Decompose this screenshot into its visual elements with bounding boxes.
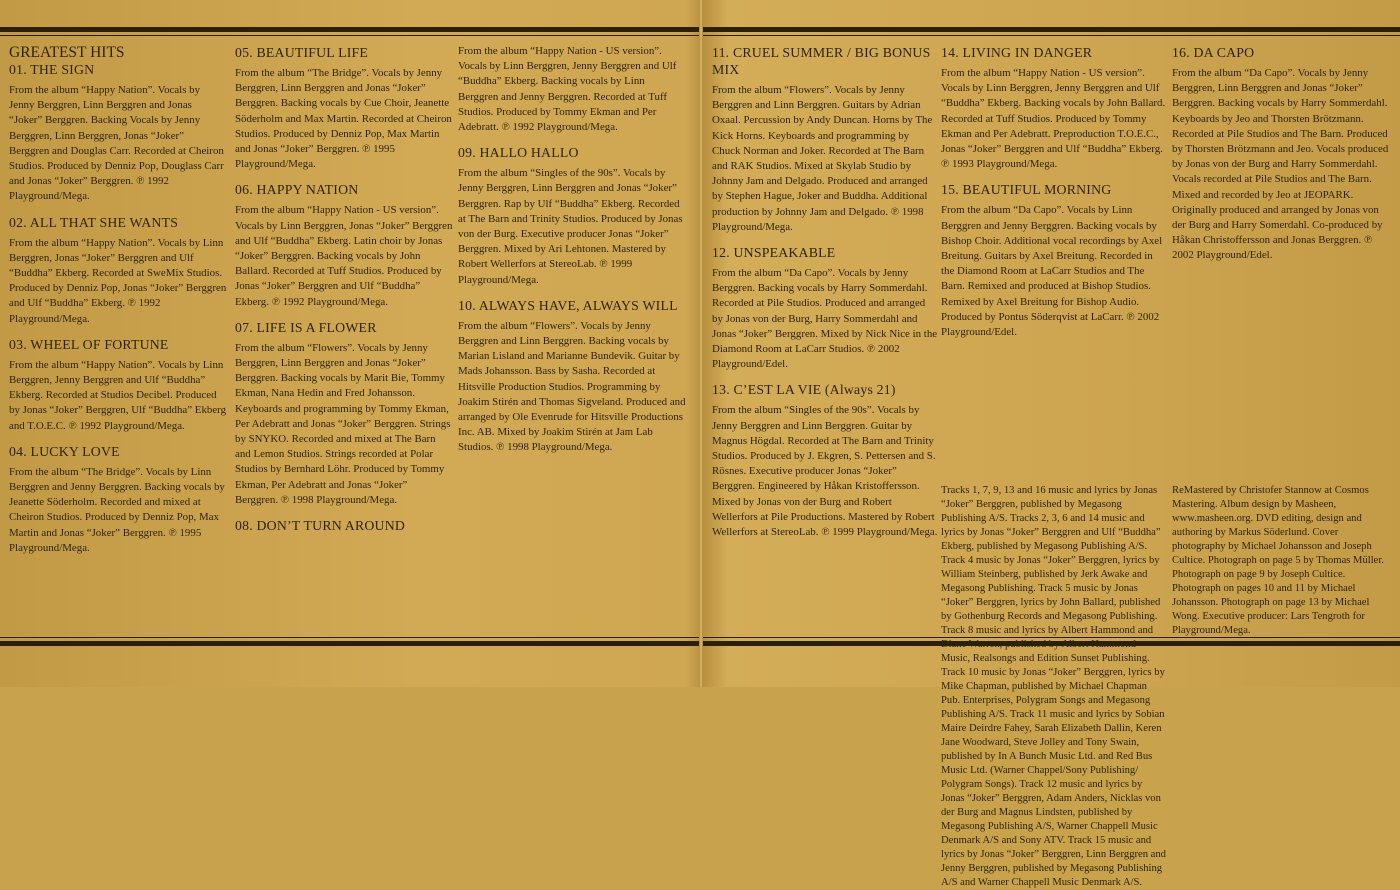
track-title: 01. THE SIGN xyxy=(9,62,95,77)
track-title: 05. BEAUTIFUL LIFE xyxy=(235,45,368,60)
track-11 xyxy=(712,44,938,235)
track-08-heading xyxy=(235,517,453,534)
track-credits: From the album “Flowers”. Vocals by Jenny Berggren and Linn Berggren. Backing vocals by Marian Lisland and Marianne Bundevik. Guitar by Mads Johansson. Bass by Sasha. Recorded at Hitsville Production Studios. Programming by Joakim Stirén and Thomas Sigveland. Produced and arranged by Ole Evenrude for Hitsville Productions Inc. AB. Mixed by Joakim Stirén at Jam Lab Studios. ℗ 1998 Playground/Mega. xyxy=(458,319,686,454)
credits-text: ReMastered by Christofer Stannow at Cosmos Mastering. Album design by Masheen, www.masheen.org. DVD editing, design and authoring by Markus Söderlund. Cover photography by Michael Johansson and Joseph Cultice. Photograph on page 5 by Thomas Müller. Photograph on page 9 by Joseph Cultice. Photograph on pages 10 and 11 by Michael Johansson. Photograph on page 13 by Michael Wong. Executive producer: Lars Tengroth for Playground/Mega. xyxy=(1172,485,1384,636)
publishing-text: Tracks 1, 7, 9, 13 and 16 music and lyrics by Jonas “Joker” Berggren, published by Megasong Publishing A/S. Tracks 2, 3, 6 and 14 music and lyrics by Jonas “Joker” Berggren and Ulf “Buddha” Ekberg, published by Megasong Publishing A/S. Track 4 music by Jonas “Joker” Berggren, lyrics by William Steinberg, published by Jerk Awake and Megasong Publishing. Track 5 music by Jonas “Joker” Berggren, lyrics by John Ballard, published by Gothenburg Records and Megasong Publishing. Track 8 music and lyrics by Albert Hammond and Diane Warren, published by Albert Hammond Music, Realsongs and Edition Sunset Publishing. Track 10 music by Jonas “Joker” Berggren, lyrics by Mike Chapman, published by Michael Chapman Pub. Enterprises, Polygram Songs and Megasong Publishing A/S. Track 11 music and lyrics by Sobian Maire Deirdre Fahey, Sarah Elizabeth Dallin, Keren Jane Woodward, Steve Jolley and Tony Swain, published by In A Bunch Music Ltd. and Red Bus Music Ltd. (Warner Chappel/Sony Publishing/ Polygram Songs). Track 12 music and lyrics by Jonas “Joker” Berggren, Adam Anders, Nicklas von der Burg and Magnus Lindsten, published by Megasong Publishing A/S, Warner Chappell Music Denmark A/S and Sony ATV. Track 15 music and lyrics by Jonas “Joker” Berggren, Linn Berggren and Jenny Berggren, published by Megasong Publishing A/S and Warner Chappell Music Denmark A/S. xyxy=(941,485,1166,888)
track-credits: From the album “Singles of the 90s”. Vocals by Jenny Berggren, Linn Berggren and Jonas “Joker” Berggren. Rap by Ulf “Buddha” Ekberg. Recorded at The Barn and Trinity Studios. Produced by Jonas von der Burg. Executive producer Jonas “Joker” Berggren. Mixed by Ari Lehtonen. Mastered by Robert Wellerfors at StereoLab. ℗ 1999 Playground/Mega. xyxy=(458,167,683,286)
track-credits: From the album “The Bridge”. Vocals by Linn Berggren and Jenny Berggren. Backing vocals by Jeanette Söderholm. Recorded and mixed at Cheiron Studios. Produced by Denniz Pop, Max Martin and Jonas “Joker” Berggren. ℗ 1995 Playground/Mega. xyxy=(9,465,225,554)
track-credits: From the album “Happy Nation”. Vocals by Jenny Berggren, Linn Berggren and Jonas “Joker” Berggren. Backing Vocals by Jenny Berggren, Linn Berggren, Jonas “Joker” Berggren and Douglas Carr. Recorded at Cheiron Studios. Produced by Denniz Pop, Douglass Carr and Jonas “Joker” Berggren. ℗ 1992 Playground/Mega. xyxy=(9,84,224,203)
track-title: 13. C’EST LA VIE (Always 21) xyxy=(712,382,896,398)
track-01 xyxy=(9,61,227,205)
column-4 xyxy=(712,44,938,549)
track-title: 15. BEAUTIFUL MORNING xyxy=(941,182,1112,198)
column-1 xyxy=(9,44,227,565)
track-title: 02. ALL THAT SHE WANTS xyxy=(9,214,179,230)
track-05 xyxy=(235,44,453,172)
track-credits: From the album “Happy Nation - US version”. Vocals by Linn Berggren, Jenny Berggren and Ulf “Buddha” Ekberg. Backing vocals by Linn Berggren and Jenny Berggren. Recorded at Tuff Studios. Produced by Tommy Ekman and Per Adebratt. ℗ 1992 Playground/Mega. xyxy=(458,45,677,134)
track-title: 03. WHEEL OF FORTUNE xyxy=(9,336,169,352)
track-title: 10. ALWAYS HAVE, ALWAYS WILL xyxy=(458,297,678,313)
track-04 xyxy=(9,443,227,556)
track-title: 11. CRUEL SUMMER / BIG BONUS MIX xyxy=(712,45,931,77)
track-credits: From the album “Da Capo”. Vocals by Linn Berggren and Jenny Berggren. Backing vocals by Bishop Choir. Additional vocal recordings by Axel Breitung. Guitars by Axel Breitung. Recorded in the Diamond Room at LaCarr Studios and The Barn. Remixed and produced at Bishop Studios. Remixed by Axel Breitung for Bishop Audio. Produced by Pontus Söderqvist at LaCarr. ℗ 2002 Playground/Edel. xyxy=(941,204,1163,339)
track-15 xyxy=(941,181,1167,340)
track-credits: From the album “Happy Nation - US version”. Vocals by Linn Berggren, Jonas “Joker” Berggren and Ulf “Buddha” Ekberg. Latin choir by Jonas “Joker” Berggren. Backing vocals by John Ballard. Recorded at Tuff Studios. Produced by Jonas “Joker” Berggren and Ulf “Buddha” Ekberg. ℗ 1992 Playground/Mega. xyxy=(235,204,453,308)
track-12 xyxy=(712,244,938,372)
track-title: 12. UNSPEAKABLE xyxy=(712,245,836,261)
track-credits: From the album “Da Capo”. Vocals by Jenny Berggren. Backing vocals by Harry Sommerdahl. Recorded at Pile Studios. Produced and arranged by Jonas von der Burg, Harry Sommerdahl and Jonas “Joker” Berggren. Mixed by Nick Nice in the Diamond Room at LaCarr Studios. ℗ 2002 Playground/Edel. xyxy=(712,267,938,371)
publishing-notes xyxy=(941,484,1167,890)
column-6 xyxy=(1172,44,1394,273)
track-credits: From the album “Singles of the 90s”. Vocals by Jenny Berggren and Linn Berggren. Guitar by Magnus Högdal. Recorded at The Barn and Trinity Studios. Produced by J. Ekgren, S. Pettersen and S. Rösnes. Executive producer Jonas “Joker” Berggren. Engineered by Håkan Kristoffersson. Mixed by Jonas von der Burg and Robert Wellerfors at Pile Productions. Mastered by Robert Wellerfors at StereoLab. ℗ 1999 Playground/Mega. xyxy=(712,404,938,539)
track-credits: From the album “Flowers”. Vocals by Jenny Berggren and Linn Berggren. Guitars by Adrian Oxaal. Percussion by Andy Duncan. Horns by The Kick Horns. Keyboards and programming by Chuck Norman and Joker. Recorded at The Barn and RAK Studios. Mixed at Skylab Studio by Johnny Jam and Delgado. Produced and arranged by Stephen Hague, Joker and Buddha. Additional production by Johnny Jam and Delgado. ℗ 1998 Playground/Mega. xyxy=(712,84,933,233)
track-credits: From the album “Happy Nation”. Vocals by Linn Berggren, Jonas “Joker” Berggren and Ulf “Buddha” Ekberg. Recorded at SweMix Studios. Produced by Denniz Pop, Jonas “Joker” Berggren and Ulf “Buddha” Ekberg. ℗ 1992 Playground/Mega. xyxy=(9,236,227,325)
track-09 xyxy=(458,144,686,288)
column-3 xyxy=(458,44,686,465)
track-credits: From the album “The Bridge”. Vocals by Jenny Berggren, Linn Berggren and Jonas “Joker” Berggren. Backing vocals by Cue Choir, Jeanette Söderholm and Max Martin. Recorded at Cheiron Studios. Produced by Denniz Pop, Max Martin and Jonas “Joker” Berggren. ℗ 1995 Playground/Mega. xyxy=(235,67,452,171)
track-13 xyxy=(712,381,938,540)
track-03 xyxy=(9,336,227,434)
track-14 xyxy=(941,44,1167,172)
track-16 xyxy=(1172,44,1394,264)
track-title: 09. HALLO HALLO xyxy=(458,145,579,161)
track-07 xyxy=(235,319,453,508)
track-title: 07. LIFE IS A FLOWER xyxy=(235,319,377,335)
track-02 xyxy=(9,214,227,327)
track-title: 04. LUCKY LOVE xyxy=(9,443,120,459)
track-title: 16. DA CAPO xyxy=(1172,45,1255,60)
track-10 xyxy=(458,297,686,456)
track-title: 06. HAPPY NATION xyxy=(235,182,359,198)
track-title: 08. DON’T TURN AROUND xyxy=(235,518,406,534)
center-fold xyxy=(699,0,703,687)
track-credits: From the album “Da Capo”. Vocals by Jenny Berggren, Linn Berggren and Jonas “Joker” Berggren. Backing vocals by Harry Sommerdahl. Keyboards by Jeo and Thorsten Brötzmann. Recorded at Pile Studios and The Barn. Produced by Thorsten Brötzmann and Jeo. Vocals produced by Jonas von der Burg and Harry Sommerdahl. Vocals recorded at Pile Studios and The Barn. Mixed and recorded by Jeo at JEOPARK. Originally produced and arranged by Jonas von der Burg and Harry Somerdahl. Co-produced by Håkan Christoffersson and Jonas Berggren. ℗ 2002 Playground/Edel. xyxy=(1172,67,1389,262)
track-title: 14. LIVING IN DANGER xyxy=(941,45,1093,60)
track-06 xyxy=(235,181,453,309)
page-title: GREATEST HITS xyxy=(9,44,125,61)
track-credits: From the album “Happy Nation”. Vocals by Linn Berggren, Jenny Berggren and Ulf “Buddha” Ekberg. Recorded at Studios Decibel. Produced by Jonas “Joker” Berggren, Ulf “Buddha” Ekberg and T.O.E.C. ℗ 1992 Playground/Mega. xyxy=(9,358,227,432)
track-08-body xyxy=(458,44,686,135)
column-2 xyxy=(235,44,453,543)
column-5 xyxy=(941,44,1167,349)
track-credits: From the album “Happy Nation - US version”. Vocals by Linn Berggren, Jenny Berggren and Ulf “Buddha” Ekberg. Backing vocals by John Ballard. Recorded at Tuff Studios. Produced by Tommy Ekman and Per Adebratt. Preproduction T.O.E.C., Jonas “Joker” Berggren and Ulf “Buddha” Ekberg. ℗ 1993 Playground/Mega. xyxy=(941,67,1166,171)
production-credits xyxy=(1172,484,1394,638)
track-credits: From the album “Flowers”. Vocals by Jenny Berggren, Linn Berggren and Jonas “Joker” Berggren. Backing vocals by Marit Bie, Tommy Ekman, Nana Hedin and Fred Johansson. Keyboards and programming by Tommy Ekman, Per Adebratt and Jonas “Joker” Berggren. Strings by SNYKO. Recorded and mixed at The Barn and Lemon Studios. Strings recorded at Polar Studios by Bernhard Löhr. Produced by Tommy Ekman, Per Adebratt and Jonas “Joker” Berggren. ℗ 1998 Playground/Mega. xyxy=(235,341,451,506)
